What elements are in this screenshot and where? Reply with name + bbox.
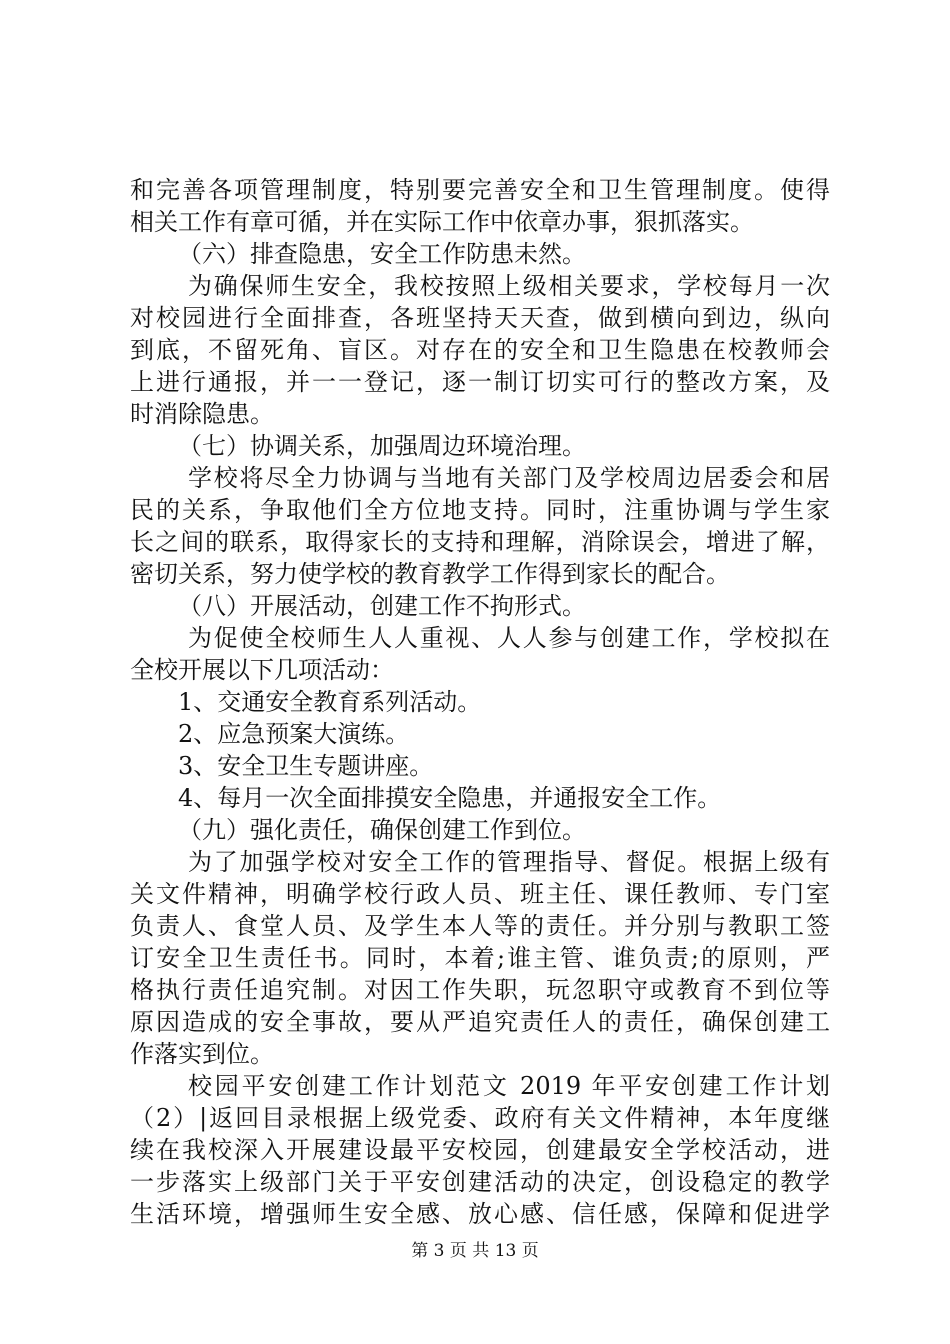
section-heading-8: （八）开展活动，创建工作不拘形式。 (178, 592, 586, 620)
text-line: 作落实到位。 (130, 1040, 274, 1068)
section-heading-7: （七）协调关系，加强周边环境治理。 (178, 432, 586, 460)
text-line: 时消除隐患。 (130, 400, 274, 428)
text-line: 上进行通报，并一一登记，逐一制订切实可行的整改方案，及 (130, 368, 830, 396)
text-line: 一步落实上级部门关于平安创建活动的决定，创设稳定的教学 (130, 1168, 830, 1196)
section-heading-6: （六）排查隐患，安全工作防患未然。 (178, 240, 586, 268)
text-line: 生活环境，增强师生安全感、放心感、信任感，保障和促进学 (130, 1200, 830, 1228)
text-line: 到底，不留死角、盲区。对存在的安全和卫生隐患在校教师会 (130, 336, 830, 364)
text-line: 相关工作有章可循，并在实际工作中依章办事，狠抓落实。 (130, 208, 754, 236)
text-line: 原因造成的安全事故，要从严追究责任人的责任，确保创建工 (130, 1008, 830, 1036)
list-item: 1、交通安全教育系列活动。 (178, 688, 482, 716)
text-line: 为确保师生安全，我校按照上级相关要求，学校每月一次 (188, 272, 830, 300)
text-line: 全校开展以下几项活动： (130, 656, 394, 684)
text-line: 关文件精神，明确学校行政人员、班主任、课任教师、专门室 (130, 880, 830, 908)
text-line: 密切关系，努力使学校的教育教学工作得到家长的配合。 (130, 560, 730, 588)
text-line: 对校园进行全面排查，各班坚持天天查，做到横向到边，纵向 (130, 304, 830, 332)
text-line: 长之间的联系，取得家长的支持和理解，消除误会，增进了解， (130, 528, 830, 556)
text-line: 学校将尽全力协调与当地有关部门及学校周边居委会和居 (188, 464, 830, 492)
text-line: 续在我校深入开展建设最平安校园，创建最安全学校活动，进 (130, 1136, 830, 1164)
text-line: （2）|返回目录根据上级党委、政府有关文件精神，本年度继 (130, 1104, 830, 1132)
document-body (130, 174, 830, 1230)
text-line: 为了加强学校对安全工作的管理指导、督促。根据上级有 (188, 848, 830, 876)
list-item: 3、安全卫生专题讲座。 (178, 752, 434, 780)
text-line: 订安全卫生责任书。同时，本着;谁主管、谁负责;的原则，严 (130, 944, 830, 972)
text-line: 校园平安创建工作计划范文 2019 年平安创建工作计划 (188, 1072, 830, 1100)
text-line: 民的关系，争取他们全方位地支持。同时，注重协调与学生家 (130, 496, 830, 524)
list-item: 2、应急预案大演练。 (178, 720, 410, 748)
text-line: 负责人、食堂人员、及学生本人等的责任。并分别与教职工签 (130, 912, 830, 940)
section-heading-9: （九）强化责任，确保创建工作到位。 (178, 816, 586, 844)
page-footer: 第 3 页 共 13 页 (411, 1241, 539, 1261)
text-line: 和完善各项管理制度，特别要完善安全和卫生管理制度。使得 (130, 176, 830, 204)
list-item: 4、每月一次全面排摸安全隐患，并通报安全工作。 (178, 784, 722, 812)
text-line: 格执行责任追究制。对因工作失职，玩忽职守或教育不到位等 (130, 976, 830, 1004)
text-line: 为促使全校师生人人重视、人人参与创建工作，学校拟在 (188, 624, 830, 652)
